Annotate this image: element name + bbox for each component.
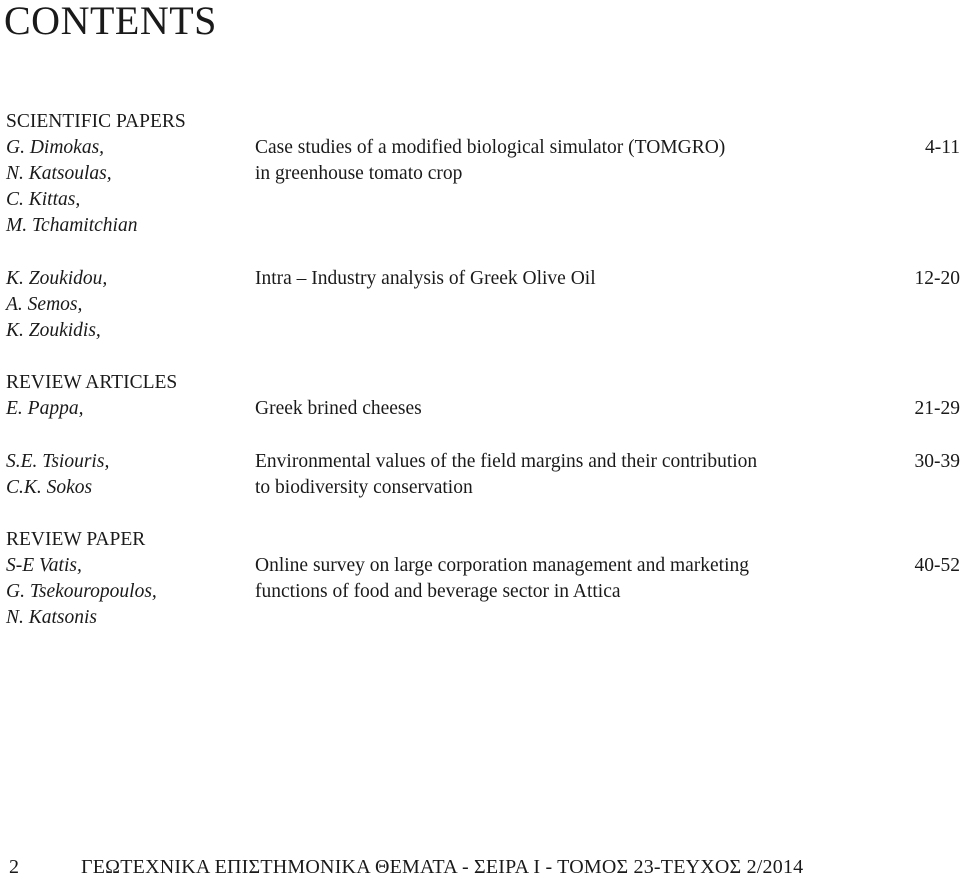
entry-title — [255, 135, 725, 187]
entry-pages: 40-52 — [914, 555, 960, 576]
entry-pages: 30-39 — [914, 451, 960, 472]
entry-authors — [6, 396, 83, 422]
entry-authors — [6, 553, 157, 631]
section-heading-review-paper: REVIEW PAPER — [6, 529, 146, 550]
author: S.E. Tsiouris, — [6, 451, 110, 472]
entry-title — [255, 396, 422, 422]
author: A. Semos, — [6, 294, 83, 315]
author: M. Tchamitchian — [6, 215, 138, 236]
entry-authors — [6, 266, 107, 344]
author: N. Katsonis — [6, 607, 98, 628]
author: K. Zoukidis, — [6, 320, 101, 341]
entry-title-line: to biodiversity conservation — [255, 477, 473, 498]
section-heading-review-articles: REVIEW ARTICLES — [6, 372, 178, 393]
entry-pages: 4-11 — [924, 137, 960, 158]
entry-authors — [6, 135, 137, 239]
entry-title-line: Greek brined cheeses — [255, 398, 422, 419]
journal-title: ΓΕΩΤΕΧΝΙΚΑ ΕΠΙΣΤΗΜΟΝΙΚΑ ΘΕΜΑΤΑ - ΣΕΙΡΑ Ι - ΤΟΜΟΣ 23-ΤΕΥΧΟΣ 2/2014 — [81, 856, 804, 878]
page-number: 2 — [9, 856, 19, 878]
author: K. Zoukidou, — [6, 268, 108, 289]
page-title: CONTENTS — [4, 0, 217, 43]
entry-title — [255, 449, 757, 501]
author: G. Dimokas, — [6, 137, 105, 158]
author: N. Katsoulas, — [6, 163, 112, 184]
author: G. Tsekouropoulos, — [6, 581, 157, 602]
entry-title-line: Case studies of a modified biological simulator (TOMGRO) — [255, 137, 726, 158]
entry-title-line: functions of food and beverage sector in Attica — [255, 581, 621, 602]
entry-pages: 21-29 — [914, 398, 960, 419]
entry-title-line: Intra – Industry analysis of Greek Olive Oil — [255, 268, 596, 289]
author: C.K. Sokos — [6, 477, 93, 498]
section-heading-scientific-papers: SCIENTIFIC PAPERS — [6, 111, 186, 132]
entry-title — [255, 266, 596, 292]
author: C. Kittas, — [6, 189, 81, 210]
entry-pages: 12-20 — [914, 268, 960, 289]
entry-title-line: Environmental values of the field margins and their contribution — [255, 451, 758, 472]
entry-title — [255, 553, 749, 605]
author: E. Pappa, — [6, 398, 84, 419]
author: S-E Vatis, — [6, 555, 82, 576]
entry-title-line: Online survey on large corporation management and marketing — [255, 555, 750, 576]
entry-authors — [6, 449, 109, 501]
entry-title-line: in greenhouse tomato crop — [255, 163, 463, 184]
